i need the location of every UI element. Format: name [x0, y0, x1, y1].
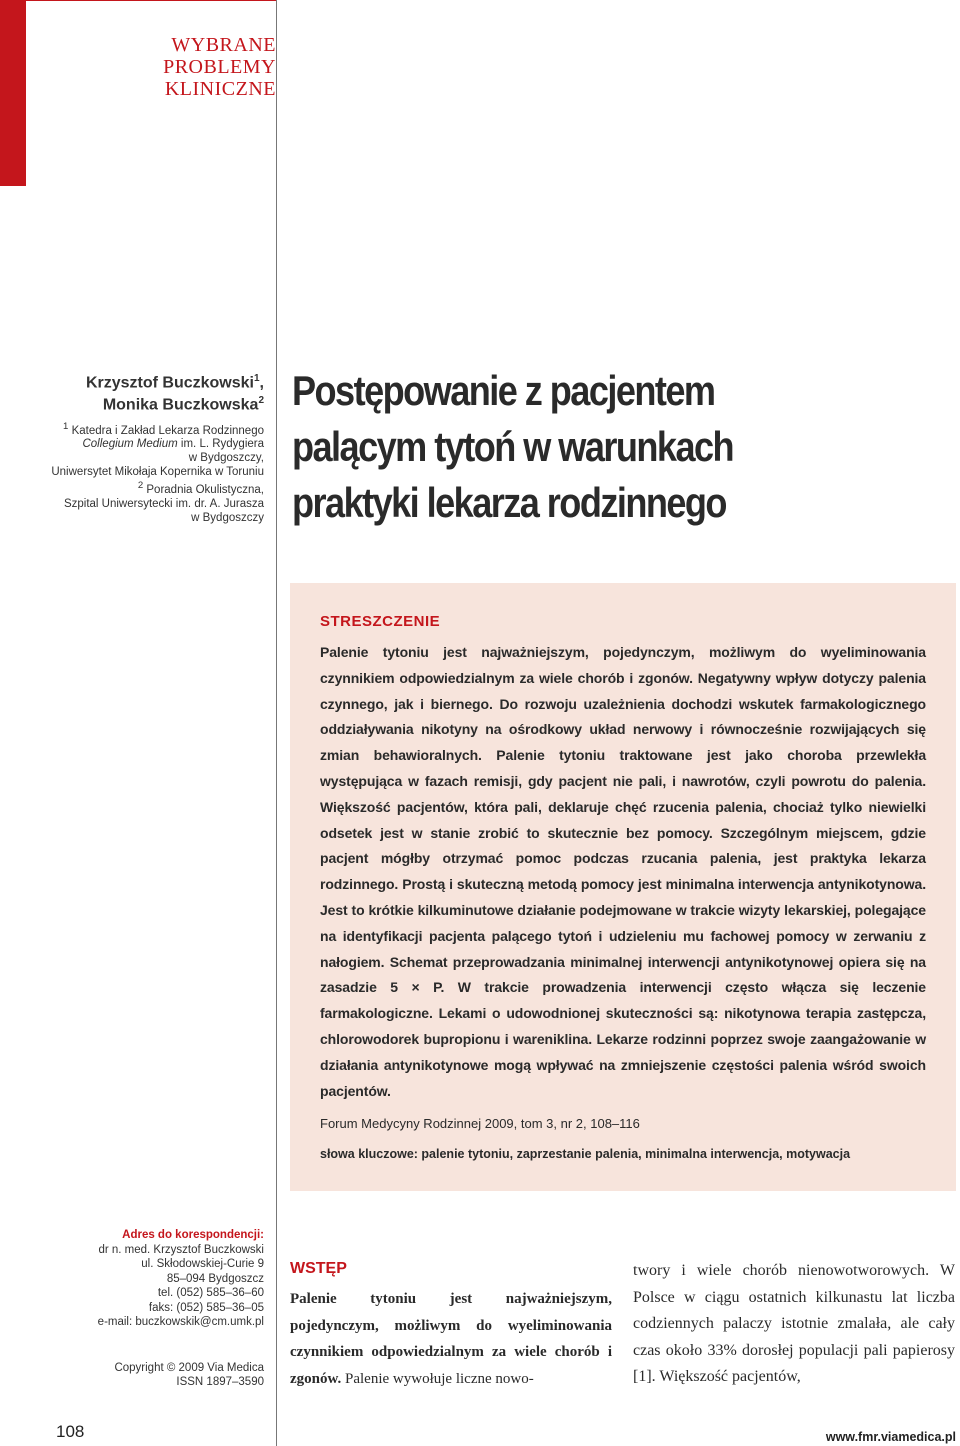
affiliations: $^1$ Katedra i Zakład Lekarza Rodzinnego Collegium Medium im. L. Rydygiera w Bydgoszczy, Uniwersytet Mikołaja Kopernika w Toruniu $^2$ Poradnia Okulistyczna, Szpital Uniwersytecki im. dr. A. Jurasza w Bydgoszczy — [51, 420, 264, 525]
intro-heading: WSTĘP — [290, 1260, 347, 1277]
intro-column-right: twory i wiele chorób nienowotworowych. W Polsce w ciągu ostatnich kilkunastu lat liczba codziennych palaczy istotnie zmalała, ale cały czas około 33% dorosłej populacji pali papierosy [1]. Większość pacjentów, — [633, 1262, 955, 1386]
correspondence-street: ul. Skłodowskiej-Curie 9 — [141, 1258, 264, 1270]
article-title: Postępowanie z pacjentem palącym tytoń w warunkach praktyki lekarza rodzinnego — [292, 367, 734, 526]
author-1: Krzysztof Buczkowski$^1$, — [85, 373, 264, 392]
author-block — [14, 370, 264, 525]
column-divider — [276, 0, 277, 1446]
section-color-bar — [0, 0, 26, 186]
citation: Forum Medycyny Rodzinnej 2009, tom 3, nr 2, 108–116 — [320, 1116, 640, 1132]
keywords: słowa kluczowe: palenie tytoniu, zaprzestanie palenia, minimalna interwencja, motywacja — [320, 1147, 851, 1162]
section-label: WYBRANE PROBLEMY KLINICZNE — [163, 34, 276, 100]
correspondence-heading: Adres do korespondencji: — [122, 1229, 264, 1241]
copyright-line: Copyright © 2009 Via Medica — [114, 1362, 264, 1374]
correspondence-tel: tel. (052) 585–36–60 — [157, 1287, 264, 1299]
footer-url[interactable]: www.fmr.viamedica.pl — [825, 1430, 956, 1444]
section-top-rule — [26, 0, 276, 1]
author-2: Monika Buczkowska$^2$ — [102, 395, 264, 414]
page-number: 108 — [56, 1422, 85, 1441]
issn-line: ISSN 1897–3590 — [176, 1376, 264, 1388]
intro-normal-text: Palenie wywołuje liczne nowo- — [341, 1370, 534, 1387]
intro-bold-text: Palenie tytoniu jest najważniejszym, pojedynczym, możliwym do wyeliminowania czynnikiem odpowiedzialnym za wiele chorób i zgonów. — [290, 1291, 612, 1387]
correspondence-block — [14, 1228, 264, 1330]
correspondence-fax: faks: (052) 585–36–05 — [148, 1301, 264, 1314]
abstract-box — [290, 583, 956, 1191]
intro-column-left — [290, 1286, 612, 1392]
abstract-text: Palenie tytoniu jest najważniejszym, pojedynczym, możliwym do wyeliminowania czynnikiem odpowiedzialnym za wiele chorób i zgonów. Negatywny wpływ dotyczy palenia czynnego, jak i biernego. Do rozwoju uzależnienia dochodzi wskutek farmakologicznego oddziaływania nikotyny na ośrodkowy układ nerwowy i równocześnie rozwijających się zmian behawioralnych. Palenie tytoniu traktowane jest jako choroba przewlekła występująca w fazach remisji, gdy pacjent nie pali, i nawrotów, czyli powrotu do palenia. Większość pacjentów, która pali, deklaruje chęć rzucenia palenia, chociaż tylko niewielki odsetek jest w stanie zrobić to skutecznie bez pomocy. Szczególnym miejscem, gdzie pacjent mógłby otrzymać pomoc podczas rzucania palenia, jest praktyka lekarza rodzinnego. Prostą i skuteczną metodą pomocy jest minimalna interwencja antynikotynowa. Jest to krótkie kilkuminutowe działanie podejmowane w trakcie wizyty lekarskiej, polegające na identyfikacji pacjenta palącego tytoń i udzieleniu mu fachowej pomocy w zerwaniu z nałogiem. Schemat przeprowadzania minimalnej interwencji antynikotynowej opiera się na zasadzie 5 × P. W trakcie prowadzenia interwencji często włącza się leczenie farmakologiczne. Lekami o udowodnionej skuteczności są: nikotynowa terapia zastępcza, chlorowodorek bupropionu i wareniklina. Lekarze rodzinni poprzez swoje zaangażowanie w działania antynikotynowe mogą wpływać na zmniejszenie częstości palenia wśród swoich pacjentów. — [320, 644, 926, 1099]
abstract-heading: STRESZCZENIE — [320, 613, 441, 630]
correspondence-email[interactable]: e-mail: buczkowskik@cm.umk.pl — [97, 1316, 264, 1328]
correspondence-name: dr n. med. Krzysztof Buczkowski — [98, 1243, 264, 1256]
copyright-block — [4, 1361, 264, 1389]
correspondence-city: 85–094 Bydgoszcz — [166, 1272, 264, 1285]
